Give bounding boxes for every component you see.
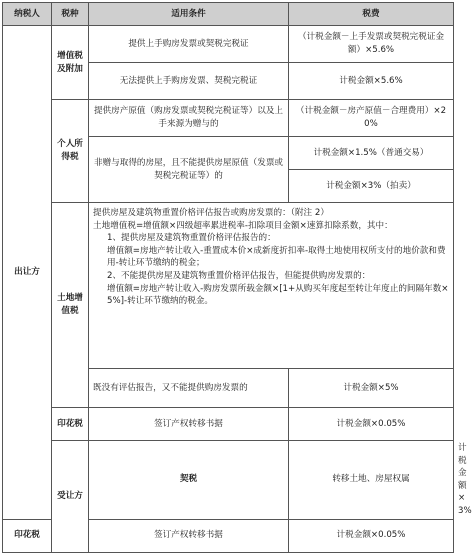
tax-land: 土地增值税 [52, 203, 89, 408]
header-tax-type: 税种 [52, 3, 89, 26]
table-row [3, 408, 454, 441]
condition-cell: 非赠与取得的房屋，且不能提供房屋原值（发票或契税完税证等）的 [89, 137, 289, 203]
tax-vat: 增值税及附加 [52, 26, 89, 100]
condition-cell: 转移土地、房屋权属 [289, 441, 454, 520]
tax-income: 个人所得税 [52, 100, 89, 203]
formula-line: 增值额=房地产转让收入-重置成本价×成新度折扣率-取得土地使用权所支付的地价款和费用-转让环节缴纳的税金； [107, 245, 446, 269]
fee-cell: 计税金额×5% [289, 369, 454, 408]
fee-cell: 计税金额×1.5%（普通交易） [289, 137, 454, 170]
condition-cell: 既没有评估报告，又不能提供购房发票的 [89, 369, 289, 408]
fee-cell: （计税金额－上手发票或契税完税证金额）×5.6% [289, 26, 454, 63]
fee-cell: 计税金额×0.05% [289, 519, 454, 552]
fee-cell: （计税金额－房产原值－合理费用）×20% [289, 100, 454, 137]
header-fee: 税费 [289, 3, 454, 26]
condition-cell: 签订产权转移书据 [89, 408, 289, 441]
tax-stamp-seller: 印花税 [52, 408, 89, 441]
condition-cell: 签订产权转移书据 [89, 519, 289, 552]
fee-cell: 计税金额×3%（拍卖） [289, 170, 454, 203]
formula-line: 土地增值税=增值额×四级超率累进税率-扣除项目金额×速算扣除系数，其中： [93, 220, 393, 231]
tax-deed: 契税 [89, 441, 289, 520]
fee-cell: 计税金额×5.6% [289, 63, 454, 100]
taxpayer-seller: 出让方 [3, 26, 52, 520]
formula-line: 1、提供房屋及建筑物重置价格评估报告的： [107, 233, 276, 244]
fee-cell: 计税金额×0.05% [289, 408, 454, 441]
condition-cell: 提供房产原值（购房发票或契税完税证等）以及上手来源为赠与的 [89, 100, 289, 137]
land-tax-formula [89, 203, 454, 369]
tax-stamp-buyer: 印花税 [3, 519, 52, 552]
table-row [3, 100, 454, 137]
header-taxpayer: 纳税人 [3, 3, 52, 26]
tax-table [2, 2, 472, 553]
taxpayer-buyer: 受让方 [52, 441, 89, 553]
header-row [3, 3, 454, 26]
table-row [3, 203, 454, 369]
formula-line: 2、不能提供房屋及建筑物重置价格评估报告，但能提供购房发票的： [107, 270, 371, 281]
condition-cell: 提供上手购房发票或契税完税证 [89, 26, 289, 63]
table-row: 受让方 契税 转移土地、房屋权属 计税金额×3% [3, 441, 454, 520]
formula-line: 提供房屋及建筑物重置价格评估报告或购房发票的：（附注 2） [93, 208, 329, 218]
header-condition: 适用条件 [89, 3, 289, 26]
table-row [3, 26, 454, 63]
condition-cell: 无法提供上手购房发票、契税完税证 [89, 63, 289, 100]
formula-line: 增值额=房地产转让收入-购房发票所载金额×[1+从购买年度起至转让年度止的间隔年数×5%]-转让环节缴纳的税金。 [107, 283, 449, 307]
